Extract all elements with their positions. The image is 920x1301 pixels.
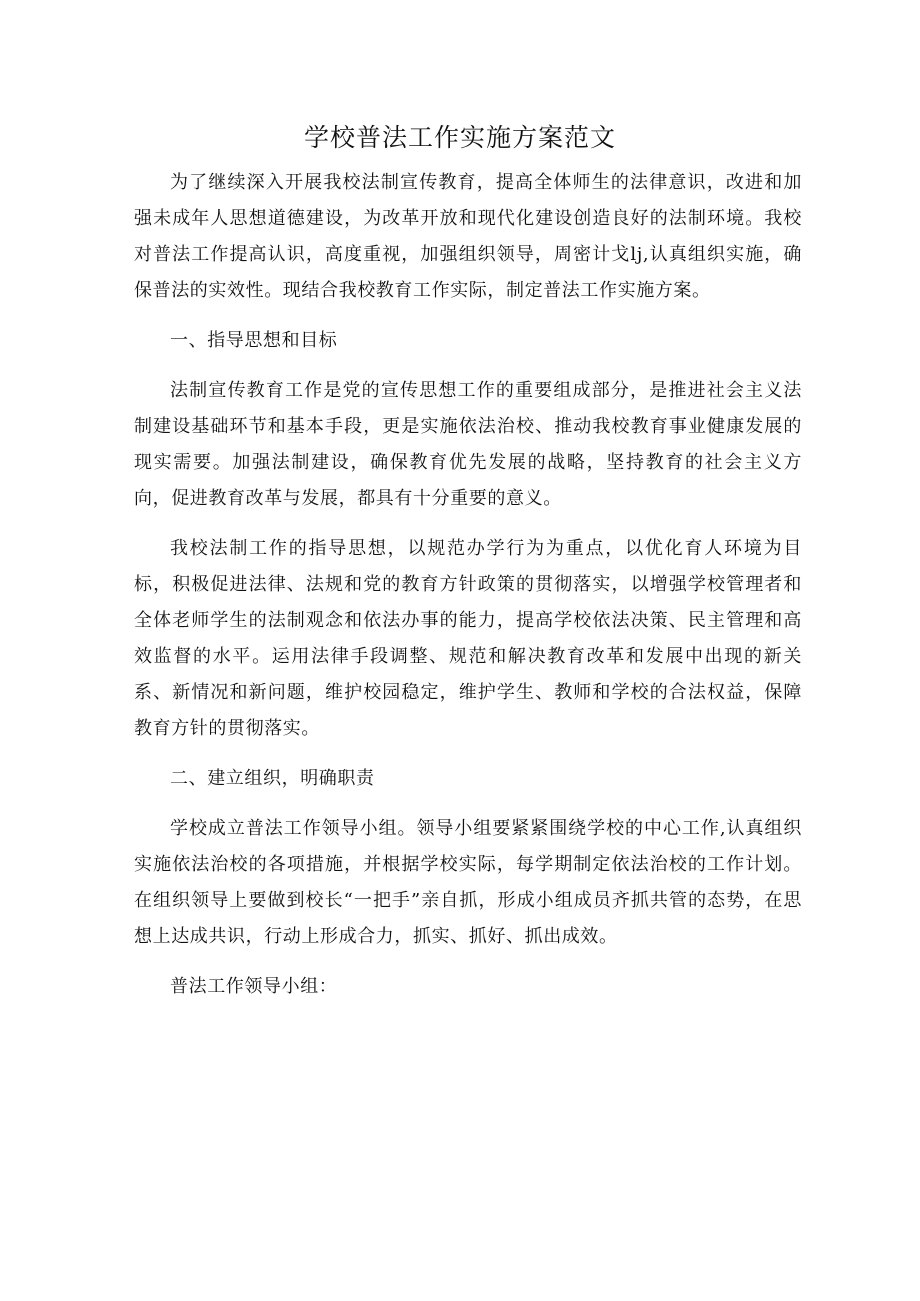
body-paragraph: 法制宣传教育工作是党的宣传思想工作的重要组成部分，是推进社会主义法制建设基础环节和基本手段，更是实施依法治校、推动我校教育事业健康发展的现实需要。加强法制建设，确保教育优先发展的战略，坚持教育的社会主义方向，促进教育改革与发展，都具有十分重要的意义。: [134, 380, 802, 509]
document-body: [134, 165, 802, 1019]
body-paragraph: 我校法制工作的指导思想，以规范办学行为为重点，以优化育人环境为目标，积极促进法律、法规和党的教育方针政策的贯彻落实，以增强学校管理者和全体老师学生的法制观念和依法办事的能力，提高学校依法决策、民主管理和高效监督的水平。运用法律手段调整、规范和解决教育改革和发展中出现的新关系、新情况和新问题，维护校园稳定，维护学生、教师和学校的合法权益，保障教育方针的贯彻落实。: [134, 538, 802, 739]
body-paragraph: 学校成立普法工作领导小组。领导小组要紧紧围绕学校的中心工作,认真组织实施依法治校的各项措施，并根据学校实际，每学期制定依法治校的工作计划。在组织领导上要做到校长“一把手”亲自抓，形成小组成员齐抓共管的态势，在思想上达成共识，行动上形成合力，抓实、抓好、抓出成效。: [134, 818, 802, 947]
section-heading-leadership-group: 普法工作领导小组：: [170, 976, 338, 997]
section-heading-guiding-ideology: 一、指导思想和目标: [170, 330, 338, 351]
document-title: 学校普法工作实施方案范文: [303, 123, 616, 152]
section-heading-organization: 二、建立组织，明确职责: [170, 768, 375, 789]
intro-paragraph: 为了继续深入开展我校法制宣传教育，提高全体师生的法律意识，改进和加强未成年人思想道德建设，为改革开放和现代化建设创造良好的法制环境。我校对普法工作提高认识，高度重视，加强组织领导，周密计戈lj,认真组织实施，确保普法的实效性。现结合我校教育工作实际，制定普法工作实施方案。: [134, 172, 802, 301]
